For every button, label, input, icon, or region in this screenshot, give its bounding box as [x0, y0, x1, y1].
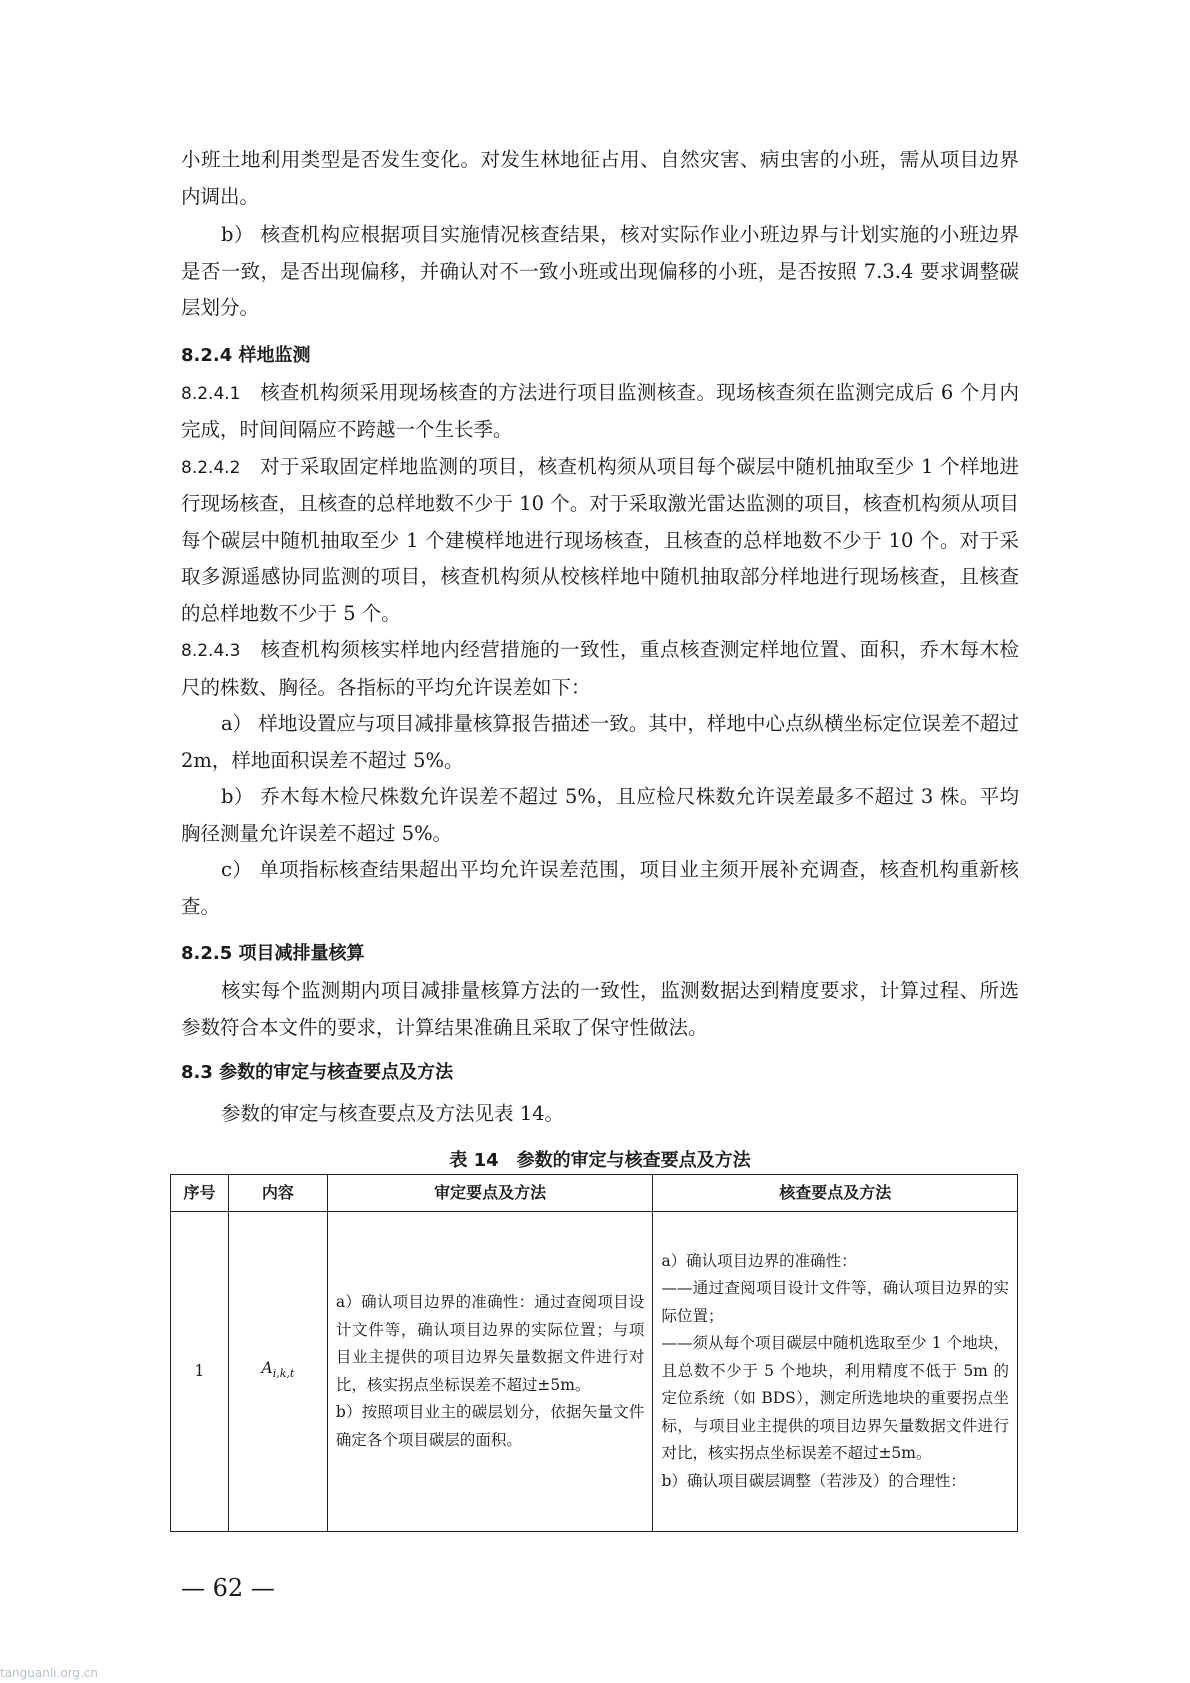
section-heading-8-2-5 [181, 935, 1019, 973]
table-row [171, 1212, 1018, 1532]
header-validation: 审定要点及方法 [327, 1175, 653, 1212]
validation-item-b: b）按照项目业主的碳层划分，依据矢量文件确定各个项目碳层的面积。 [335, 1403, 645, 1449]
symbol-base: A [261, 1359, 273, 1378]
paragraph-item-b: b） 核查机构应根据项目实施情况核查结果，核对实际作业小班边界与计划实施的小班边界是否一致，是否出现偏移，并确认对不一致小班或出现偏移的小班，是否按照 7.3.4 要求调整碳层划分。 [181, 223, 1019, 319]
paragraph-continuation: 小班土地利用类型是否发生变化。对发生林地征占用、自然灾害、病虫害的小班，需从项目边界内调出。 [181, 148, 1019, 208]
symbol-subscript: i,k,t [272, 1367, 295, 1381]
section-heading-8-2-4 [181, 337, 1019, 375]
clause-8-2-4-1 [181, 375, 1019, 449]
clause-text: 核查机构须核实样地内经营措施的一致性，重点核查测定样地位置、面积，乔木每木检尺的株数、胸径。各指标的平均允许误差如下： [181, 638, 1019, 699]
header-content: 内容 [228, 1175, 327, 1212]
watermark: tanguanli.org.cn [0, 1666, 99, 1680]
header-index: 序号 [171, 1175, 229, 1212]
section-number: 8.2.4 [181, 344, 233, 366]
list-item-b: b） 乔木每木检尺株数允许误差不超过 5%，且应检尺株数允许误差最多不超过 3 株。平均胸径测量允许误差不超过 5%。 [181, 785, 1019, 845]
section-number: 8.3 [181, 1062, 213, 1083]
cell-index: 1 [171, 1212, 229, 1532]
cell-verification [653, 1212, 1018, 1532]
clause-text: 核查机构须采用现场核查的方法进行项目监测核查。现场核查须在监测完成后 6 个月内完成，时间间隔应不跨越一个生长季。 [181, 380, 1019, 441]
verification-item-a: a）确认项目边界的准确性： [661, 1251, 857, 1270]
section-text-8-2-5: 核实每个监测期内项目减排量核算方法的一致性，监测数据达到精度要求，计算过程、所选参数符合本文件的要求，计算结果准确且采取了保守性做法。 [181, 979, 1019, 1039]
validation-item-a: a）确认项目边界的准确性：通过查阅项目设计文件等，确认项目边界的实际位置；与项目业主提供的项目边界矢量数据文件进行对比，核实拐点坐标误差不超过±5m。 [335, 1293, 645, 1394]
header-verification: 核查要点及方法 [653, 1175, 1018, 1212]
table-header-row [171, 1175, 1018, 1212]
section-text-8-3: 参数的审定与核查要点及方法见表 14。 [221, 1102, 565, 1125]
table-caption: 表 14 参数的审定与核查要点及方法 [449, 1150, 751, 1171]
section-title: 项目减排量核算 [238, 943, 365, 964]
clause-number: 8.2.4.2 [181, 457, 241, 478]
verification-subitem-2: ——须从每个项目碳层中随机选取至少 1 个地块，且总数不少于 5 个地块，利用精度不低于 5m 的定位系统（如 BDS），测定所选地块的重要拐点坐标，与项目业主提供的项目边界矢量数据文件进行对比，核实拐点坐标误差不超过±5m。 [661, 1334, 1009, 1463]
clause-number: 8.2.4.3 [181, 641, 241, 661]
verification-item-b: b）确认项目碳层调整（若涉及）的合理性： [661, 1471, 966, 1490]
body-text [181, 142, 1019, 1133]
cell-symbol [228, 1212, 327, 1532]
clause-number: 8.2.4.1 [181, 383, 241, 404]
cell-validation [327, 1212, 653, 1532]
section-heading-8-3 [181, 1054, 1019, 1092]
verification-subitem-1: ——通过查阅项目设计文件等，确认项目边界的实际位置； [661, 1279, 1009, 1325]
clause-8-2-4-3 [181, 632, 1019, 706]
section-title: 参数的审定与核查要点及方法 [219, 1062, 454, 1083]
section-title: 样地监测 [238, 344, 311, 366]
section-number: 8.2.5 [181, 943, 233, 964]
page-number: — 62 — [181, 1574, 275, 1602]
list-item-a: a） 样地设置应与项目减排量核算报告描述一致。其中，样地中心点纵横坐标定位误差不超过 2m，样地面积误差不超过 5%。 [181, 712, 1019, 772]
list-item-c: c） 单项指标核查结果超出平均允许误差范围，项目业主须开展补充调查，核查机构重新核查。 [181, 858, 1019, 918]
parameter-table [170, 1174, 1018, 1532]
clause-8-2-4-2 [181, 449, 1019, 633]
clause-text: 对于采取固定样地监测的项目，核查机构须从项目每个碳层中随机抽取至少 1 个样地进行现场核查，且核查的总样地数不少于 10 个。对于采取激光雷达监测的项目，核查机构须从项目每个碳层中随机抽取至少 1 个建模样地进行现场核查，且核查的总样地数不少于 10 个。对于采取多源遥感协同监测的项目，核查机构须从校核样地中随机抽取部分样地进行现场核查，且核查的总样地数不少于 5 个。 [181, 454, 1019, 625]
